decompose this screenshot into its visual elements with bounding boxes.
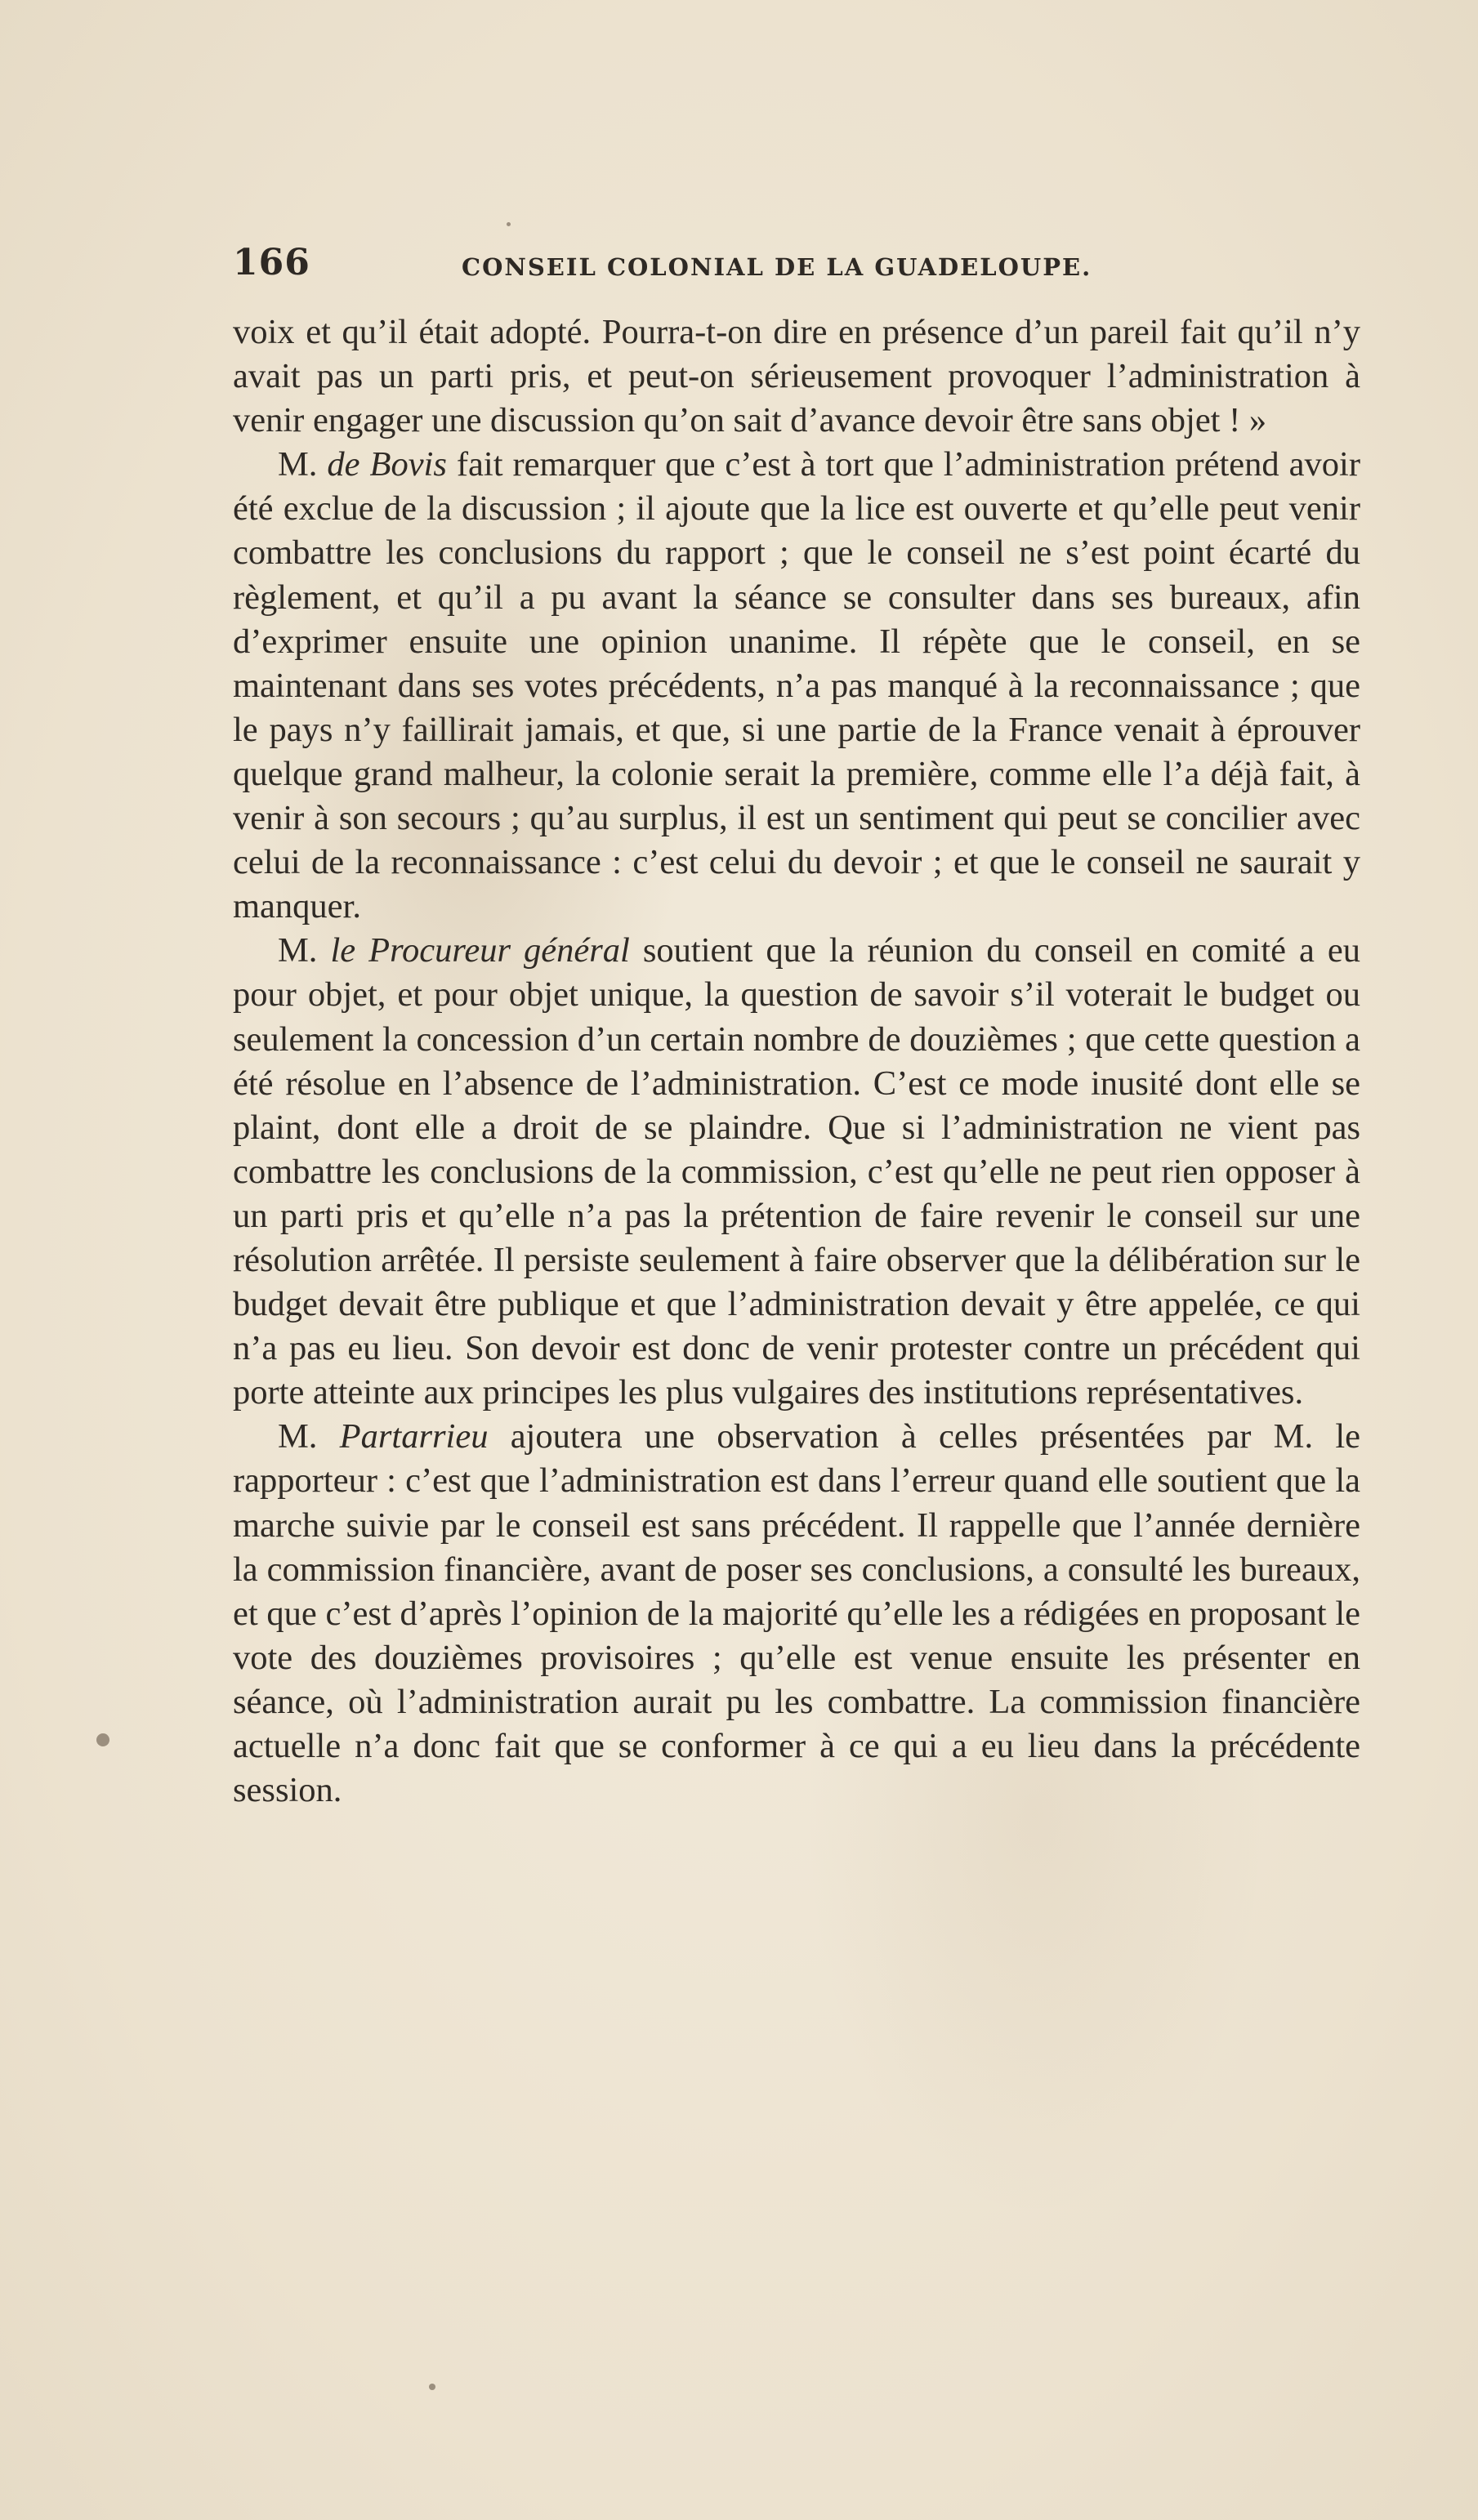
paragraph-continuation [233,310,1360,443]
paper-speck [429,2384,435,2390]
paragraph-text: fait remarquer que c’est à tort que l’administration prétend avoir été exclue de la discussion ; il ajoute que la lice est ouverte et qu’elle peut venir combattre les conclusions du rapport ; que le conseil ne s’est point écarté du règlement, et qu’il a pu avant la séance se consulter dans ses bureaux, afin d’exprimer ensuite une opinion unanime. Il répète que le conseil, en se maintenant dans ses votes précédents, n’a pas manqué à la reconnaissance ; que le pays n’y faillirait jamais, et que, si une partie de la France venait à éprouver quelque grand malheur, la colonie serait la première, comme elle l’a déjà fait, à venir à son secours ; qu’au surplus, il est un sentiment qui peut se concilier avec celui de la reconnaissance : c’est celui du devoir ; et que le conseil ne saurait y manquer. [233,445,1360,926]
paragraph-text: soutient que la réunion du conseil en comité a eu pour objet, et pour objet unique, la question de savoir s’il voterait le budget ou seulement la concession d’un certain nombre de douzièmes ; que cette question a été résolue en l’absence de l’administration. C’est ce mode inusité dont elle se plaint, dont elle a droit de se plaindre. Que si l’administration ne vient pas combattre les conclusions de la commission, c’est qu’elle ne peut rien opposer à un parti pris et qu’elle n’a pas la prétention de faire revenir le conseil sur une résolution arrêtée. Il persiste seulement à faire observer que la délibération sur le budget devait être publique et que l’administration devait y être appelée, ce qui n’a pas eu lieu. Son devoir est donc de venir protester contre un précédent qui porte atteinte aux principes les plus vulgaires des institutions représentatives. [233,931,1361,1412]
paragraph-text: ajoutera une observation à celles présentées par M. le rapporteur : c’est que l’administration est dans l’erreur quand elle soutient que la marche suivie par le conseil est sans précédent. Il rappelle que l’année dernière la commission financière, avant de poser ses conclusions, a consulté les bureaux, et que c’est d’après l’opinion de la majorité qu’elle les a rédigées en proposant le vote des douzièmes provisoires ; qu’elle est venue ensuite les présenter en séance, où l’administration aurait pu les combattre. La commission financière actuelle n’a donc fait que se conformer à ce qui a eu lieu dans la précédente session. [233,1417,1360,1810]
speaker-name: le Procureur général [330,931,630,970]
speaker-prefix: M. [278,931,331,970]
running-title: CONSEIL COLONIAL DE LA GUADELOUPE. [462,253,1092,281]
body-text [233,310,1360,1813]
paragraph-partarrieu [233,1415,1360,1813]
paper-speck [507,222,511,226]
speaker-prefix: M. [278,445,328,484]
paper-speck [96,1733,109,1746]
page-number: 166 [233,242,310,283]
paragraph-text: voix et qu’il était adopté. Pourra-t-on dire en présence d’un pareil fait qu’il n’y avait pas un parti pris, et peut-on sérieusement provoquer l’administration à venir engager une discussion qu’on sait d’avance devoir être sans objet ! » [233,313,1360,440]
paragraph-de-bovis [233,443,1360,929]
speaker-prefix: M. [278,1417,340,1456]
speaker-name: Partarrieu [339,1417,489,1456]
paragraph-procureur-general [233,929,1360,1415]
speaker-name: de Bovis [327,445,447,484]
page-header [233,242,1360,288]
